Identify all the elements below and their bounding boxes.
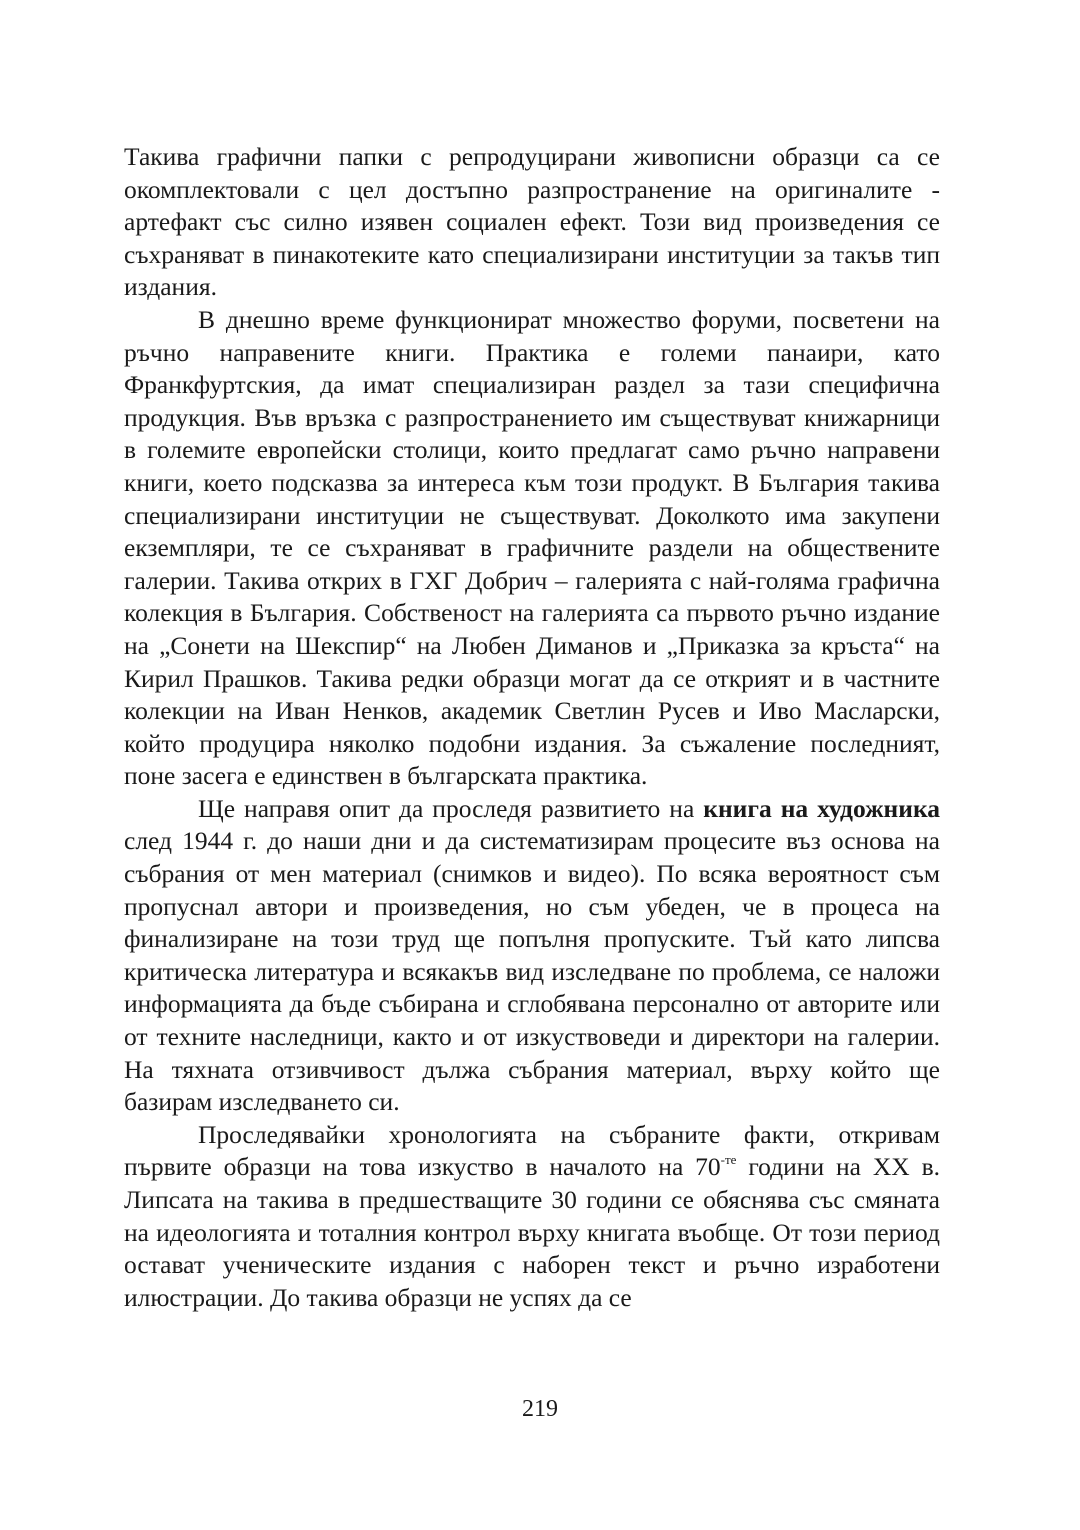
paragraph-1: Такива графични папки с репродуцирани живописни образци са се окомплектовали с цел достъпно разпространение на оригиналите - артефакт със силно изявен социален ефект. Този вид произведения се съхраняват в пинакотеките като специализирани институции за такъв тип издания.	[124, 142, 940, 302]
bold-term: книга на художника	[703, 793, 941, 823]
paragraph-4	[124, 1119, 940, 1315]
paragraph-2: В днешно време функционират множество форуми, посветени на ръчно направените книги. Практика е големи панаири, като Франкфуртския, да имат специализиран раздел за тази специфична продукция. Във връзка с разпространението им съществуват книжарници в големите европейски столици, които предлагат само ръчно направени книги, което подсказва за интереса към този продукт. В България такива специализирани институции не съществуват. Доколкото има закупени екземпляри, те се съхраняват в графичните раздели на обществените галерии. Такива открих в ГХГ Добрич – галерията с най-голяма графична колекция в България. Собственост на галерията са първото ръчно издание на „Сонети на Шекспир“ на Любен Диманов и „Приказка за кръста“ на Кирил Прашков. Такива редки образци могат да се открият и в частните колекции на Иван Ненков, академик Светлин Русев и Иво Масларски, който продуцира няколко подобни издания. За съжаление последният, поне засега е единствен в българската практика.	[124, 304, 940, 791]
paragraph-3	[124, 793, 940, 1119]
ordinal-superscript: -те	[720, 1152, 737, 1168]
body-text	[124, 141, 940, 1314]
paragraph-4-rest: години на XX в. Липсата на такива в предшестващите 30 години се обяснява със смяната на идеологията и тоталния контрол върху книгата въобще. От този период остават ученическите издания с наборен текст и ръчно изработени илюстрации. До такива образци не успях да се	[124, 1152, 940, 1312]
paragraph-4-start: Проследявайки хронологията на събраните факти, откривам първите образци на това изкуство в началото на 70	[124, 1119, 940, 1182]
page-number: 219	[522, 1396, 558, 1422]
paragraph-3-start: Ще направя опит да проследя развитието на	[198, 793, 704, 823]
paragraph-3-rest: след 1944 г. до наши дни и да систематизирам процесите въз основа на събрания от мен материал (снимков и видео). По всяка вероятност съм пропуснал автори и произведения, но съм убеден, че в процеса на финализиране на този труд ще попълня пропуските. Тъй като липсва критическа литература и всякакъв вид изследване по проблема, се наложи информацията да бъде събирана и сглобявана персонално от авторите или от техните наследници, както и от изкуствоведи и директори на галерии. На тяхната отзивчивост дължа събрания материал, върху който ще базирам изследването си.	[124, 826, 940, 1117]
